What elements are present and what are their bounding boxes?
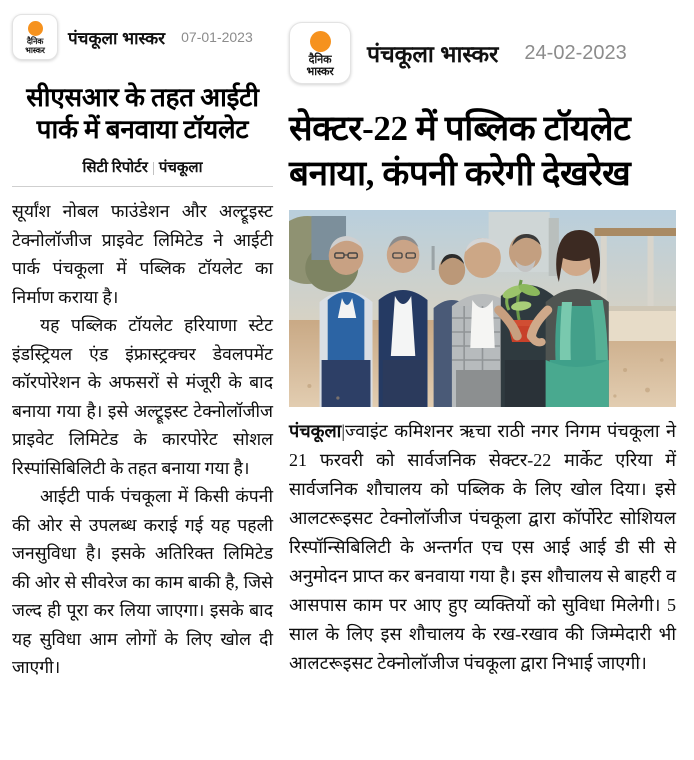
byline-rule (12, 186, 273, 187)
sun-icon (28, 21, 43, 36)
dainik-bhaskar-logo (289, 22, 351, 84)
dateline-separator: | (341, 421, 345, 441)
edition-name: पंचकूला भास्कर (68, 28, 166, 48)
publication-date: 24-02-2023 (524, 41, 627, 64)
paragraph: आईटी पार्क पंचकूला में किसी कंपनी की ओर से उपलब्ध कराई गई यह पहली जनसुविधा है। इसके अतिरिक्त लिमिटेड की ओर से सीवरेज का काम बाकी है, जिसे जल्द ही पूरा कर लिया जाएगा। इसके बाद यह सुविधा आम लोगों के लिए खोल दी जाएगी। (12, 486, 273, 677)
article-body (12, 197, 273, 682)
byline-place: पंचकूला (158, 160, 203, 176)
headline: सीएसआर के तहत आईटी पार्क में बनवाया टॉयलेट (26, 83, 259, 144)
byline-author: सिटी रिपोर्टर (82, 160, 148, 176)
article-photo (289, 210, 676, 407)
logo-text-line2: भास्कर (306, 65, 334, 78)
publication-date: 07-01-2023 (181, 29, 253, 45)
paragraph: सूर्यांश नोबल फाउंडेशन और अल्ट्रूइस्ट टेक्नोलॉजीज प्राइवेट लिमिटेड ने आईटी पार्क पंचकूला में पब्लिक टॉयलेट का निर्माण कराया है। (12, 201, 273, 307)
sun-icon (310, 31, 331, 52)
logo-text-line2: भास्कर (25, 45, 45, 56)
byline-separator: | (151, 160, 155, 176)
photo-illustration (289, 210, 676, 407)
masthead-left (12, 14, 273, 60)
article-body (289, 417, 676, 678)
article-right (285, 0, 694, 760)
paragraph (289, 417, 676, 678)
headline: सेक्टर-22 में पब्लिक टॉयलेट बनाया, कंपनी करेगी देखरेख (289, 109, 631, 193)
byline (12, 157, 273, 177)
edition-name: पंचकूला भास्कर (367, 41, 499, 67)
body-copy: ज्वाइंट कमिशनर ऋचा राठी नगर निगम पंचकूला ने 21 फरवरी को सार्वजनिक सेक्टर-22 मार्केट एरिया में सार्वजनिक शौचालय को पब्लिक के लिए खोल दिया। इसे आलटरूइसट टेक्नोलॉजीज पंचकूला द्वारा कॉर्पोरेट सोशियल रिस्पॉन्सिबिलिटी के अन्तर्गत एच एस आई आई डी सी से अनुमोदन प्राप्त कर बनवाया गया है। इस शौचालय से बाहरी व आसपास काम पर आए हुए व्यक्तियों को सुविधा मिलेगी। 5 साल के लिए इस शौचालय के रख-रखाव की जिम्मेदारी भी आलटरूइसट टेक्नोलॉजीज पंचकूला द्वारा निभाई जाएगी। (289, 421, 676, 673)
dainik-bhaskar-logo (12, 14, 58, 60)
logo-text-line1: दैनिक (26, 36, 44, 47)
paragraph: यह पब्लिक टॉयलेट हरियाणा स्टेट इंडस्ट्रियल एंड इंफ्रास्ट्रक्चर डेवलपमेंट कॉरपोरेशन के अफसरों से मंजूरी के बाद बनाया गया है। इसे अल्ट्रूइस्ट टेक्नोलॉजीज प्राइवेट लिमिटेड के कारपोरेट सोशल रिस्पांसिबिलिटी के तहत बनाया गया है। (12, 315, 273, 478)
article-left (0, 0, 285, 760)
masthead-right (289, 22, 676, 84)
dateline-place: पंचकूला (289, 421, 342, 441)
logo-text-line1: दैनिक (308, 53, 332, 66)
